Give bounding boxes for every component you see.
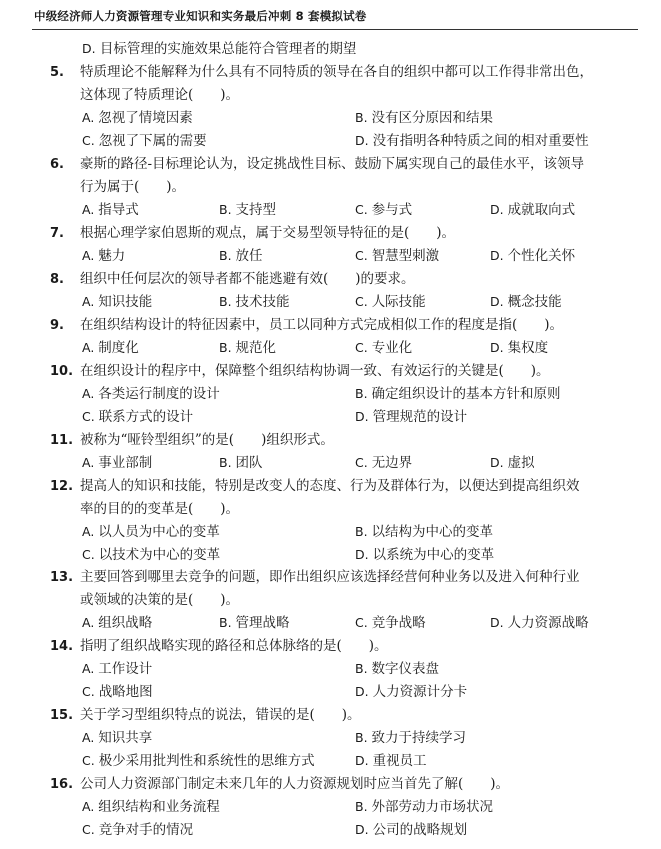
question-line [50,637,388,656]
option-text: 各类运行制度的设计 [98,386,220,402]
question-line [50,224,455,243]
option-b [219,614,290,632]
option-letter: D. [490,248,508,263]
option-letter: D. [355,684,373,699]
option-letter: B. [355,799,372,814]
option-text: 人际技能 [371,294,426,310]
option-text: 工作设计 [98,661,153,677]
option-text: 确定组织设计的基本方针和原则 [371,386,561,402]
option-letter: B. [219,340,236,355]
option-letter: C. [82,684,99,699]
question-text: 根据心理学家伯恩斯的观点，属于交易型领导特征的是( )。 [80,225,456,241]
option-text: 重视员工 [372,753,427,769]
option-b [355,729,466,747]
option-b [219,454,263,472]
option-text: 以人员为中心的变革 [98,524,220,540]
option-letter: D. [355,753,373,768]
option-text: 数字仪表盘 [371,661,440,677]
option-a [82,614,152,632]
option-c [355,247,439,265]
question-text: 主要回答到哪里去竞争的问题，即作出组织应该选择经营何种业务以及进入何种行业 [80,569,580,585]
option-a [82,109,193,127]
question-number: 8. [50,272,64,287]
option-letter: A. [82,202,99,217]
option-d [355,132,589,150]
question-line [80,86,239,104]
option-d [355,821,467,839]
option-a [82,660,152,678]
question-text: 或领域的决策的是( )。 [80,592,240,608]
option-b [219,339,276,357]
option-a [82,247,125,265]
question-text: 特质理论不能解释为什么具有不同特质的领导在各自的组织中都可以工作得非常出色， [80,64,593,80]
option-d [355,546,494,564]
option-text: 个性化关怀 [507,248,576,264]
option-text: 知识共享 [98,730,153,746]
option-a [82,454,152,472]
question-text: 被称为“哑铃型组织”的是( )组织形式。 [80,432,334,448]
question-number: 7. [50,226,64,241]
option-d [355,408,467,426]
option-text: 忽视了下属的需要 [98,133,207,149]
option-letter: D. [490,202,508,217]
prev-option-d [82,40,356,58]
option-text: 人力资源计分卡 [372,684,468,700]
option-letter: C. [355,615,372,630]
option-text: 忽视了情境因素 [98,110,193,126]
question-text: 在组织设计的程序中，保障整个组织结构协调一致、有效运行的关键是( )。 [80,363,550,379]
option-letter: D. [355,822,373,837]
question-number: 10. [50,364,74,379]
option-b [219,293,290,311]
option-b [355,385,561,403]
option-letter: B. [219,615,236,630]
option-text: 目标管理的实施效果总能符合管理者的期望 [99,41,357,57]
question-line [80,178,185,196]
option-text: 参与式 [371,202,413,218]
option-b [355,109,493,127]
option-d [490,339,548,357]
option-a [82,293,152,311]
option-text: 魅力 [98,248,126,264]
option-text: 人力资源战略 [507,615,589,631]
option-letter: A. [82,661,99,676]
option-b [355,523,493,541]
option-text: 支持型 [235,202,277,218]
question-number: 5. [50,65,64,80]
option-text: 管理战略 [235,615,290,631]
option-letter: D. [355,409,373,424]
option-letter: B. [355,110,372,125]
option-d [490,247,575,265]
option-letter: B. [219,248,236,263]
question-line [80,591,239,609]
option-text: 专业化 [371,340,413,356]
option-b [355,660,439,678]
option-b [219,201,276,219]
option-text: 以技术为中心的变革 [98,547,221,563]
option-letter: C. [355,340,372,355]
question-number: 16. [50,777,74,792]
option-text: 规范化 [235,340,277,356]
question-number: 12. [50,479,74,494]
option-letter: B. [219,202,236,217]
question-number: 15. [50,708,74,723]
option-a [82,798,220,816]
option-text: 虚拟 [507,455,535,471]
question-line [50,362,550,381]
option-letter: D. [490,615,508,630]
option-c [355,293,426,311]
option-letter: A. [82,455,99,470]
option-letter: A. [82,248,99,263]
option-c [82,683,153,701]
option-c [355,614,426,632]
question-number: 14. [50,639,74,654]
question-text: 公司人力资源部门制定未来几年的人力资源规划时应当首先了解( )。 [80,776,510,792]
option-d [490,201,575,219]
question-number: 11. [50,433,74,448]
question-text: 关于学习型组织特点的说法，错误的是( )。 [80,707,361,723]
question-text: 豪斯的路径-目标理论认为，设定挑战性目标、鼓励下属实现自己的最佳水平，该领导 [80,156,585,172]
question-line [50,270,415,289]
option-text: 组织战略 [98,615,153,631]
option-text: 集权度 [507,340,549,356]
option-b [355,798,493,816]
option-a [82,201,139,219]
question-line [50,706,361,725]
option-letter: C. [82,547,99,562]
option-text: 战略地图 [98,684,153,700]
question-number: 13. [50,570,74,585]
option-letter: A. [82,294,99,309]
option-c [82,132,207,150]
option-text: 事业部制 [98,455,153,471]
option-text: 竞争对手的情况 [98,822,194,838]
option-c [355,454,412,472]
option-c [82,408,193,426]
option-letter: C. [355,202,372,217]
option-letter: C. [82,753,99,768]
option-letter: B. [219,294,236,309]
option-text: 成就取向式 [507,202,576,218]
option-letter: A. [82,615,99,630]
question-line [80,500,239,518]
option-letter: B. [355,730,372,745]
question-line [50,155,584,174]
option-text: 指导式 [98,202,139,218]
option-letter: A. [82,110,99,125]
option-c [355,201,412,219]
option-text: 竞争战略 [371,615,426,631]
question-line [50,316,563,335]
option-d [490,293,562,311]
option-text: 外部劳动力市场状况 [371,799,494,815]
option-letter: D. [490,340,508,355]
option-text: 团队 [235,455,263,471]
option-text: 制度化 [98,340,139,356]
option-text: 没有指明各种特质之间的相对重要性 [372,133,589,149]
question-line [50,775,509,794]
option-text: 以结构为中心的变革 [371,524,494,540]
question-text: 组织中任何层次的领导者都不能逃避有效( )的要求。 [80,271,415,287]
option-letter: C. [82,822,99,837]
option-d [355,752,427,770]
option-letter: C. [355,294,372,309]
option-letter: A. [82,799,99,814]
option-a [82,729,152,747]
option-c [82,821,193,839]
question-text: 行为属于( )。 [80,179,186,195]
option-letter: A. [82,524,99,539]
option-d [490,614,589,632]
option-text: 以系统为中心的变革 [372,547,495,563]
option-text: 智慧型刺激 [371,248,440,264]
option-letter: B. [219,455,236,470]
option-a [82,385,220,403]
option-c [82,546,220,564]
option-text: 管理规范的设计 [372,409,468,425]
option-letter: C. [82,409,99,424]
option-letter: B. [355,661,372,676]
question-text: 在组织结构设计的特征因素中，员工以同种方式完成相似工作的程度是指( )。 [80,317,564,333]
option-letter: D. [355,133,373,148]
option-letter: D. [82,41,96,56]
option-text: 公司的战略规划 [372,822,468,838]
option-a [82,523,220,541]
option-c [355,339,412,357]
option-a [82,339,139,357]
question-text: 指明了组织战略实现的路径和总体脉络的是( )。 [80,638,388,654]
question-number: 9. [50,318,64,333]
question-line [50,63,593,82]
option-text: 组织结构和业务流程 [98,799,220,815]
page-header-title: 中级经济师人力资源管理专业知识和实务最后冲刺 8 套模拟试卷 [34,9,367,23]
option-letter: C. [82,133,99,148]
option-text: 放任 [235,248,263,264]
option-letter: C. [355,455,372,470]
option-letter: B. [355,524,372,539]
question-line [50,568,580,587]
option-text: 没有区分原因和结果 [371,110,494,126]
option-letter: A. [82,386,99,401]
option-d [490,454,535,472]
option-letter: A. [82,340,99,355]
option-letter: A. [82,730,99,745]
option-text: 极少采用批判性和系统性的思维方式 [98,753,315,769]
option-d [355,683,467,701]
option-text: 无边界 [371,455,413,471]
option-text: 致力于持续学习 [371,730,467,746]
question-text: 率的目的的变革是( )。 [80,501,240,517]
option-letter: C. [355,248,372,263]
option-letter: B. [355,386,372,401]
option-text: 技术技能 [235,294,290,310]
question-number: 6. [50,157,64,172]
option-letter: D. [490,455,508,470]
question-line [50,477,580,496]
option-text: 联系方式的设计 [98,409,194,425]
question-text: 这体现了特质理论( )。 [80,87,240,103]
option-c [82,752,315,770]
question-line [50,431,334,450]
option-text: 概念技能 [507,294,562,310]
option-b [219,247,263,265]
option-letter: D. [490,294,508,309]
option-letter: D. [355,547,373,562]
option-text: 知识技能 [98,294,153,310]
question-text: 提高人的知识和技能，特别是改变人的态度、行为及群体行为，以便达到提高组织效 [80,478,580,494]
